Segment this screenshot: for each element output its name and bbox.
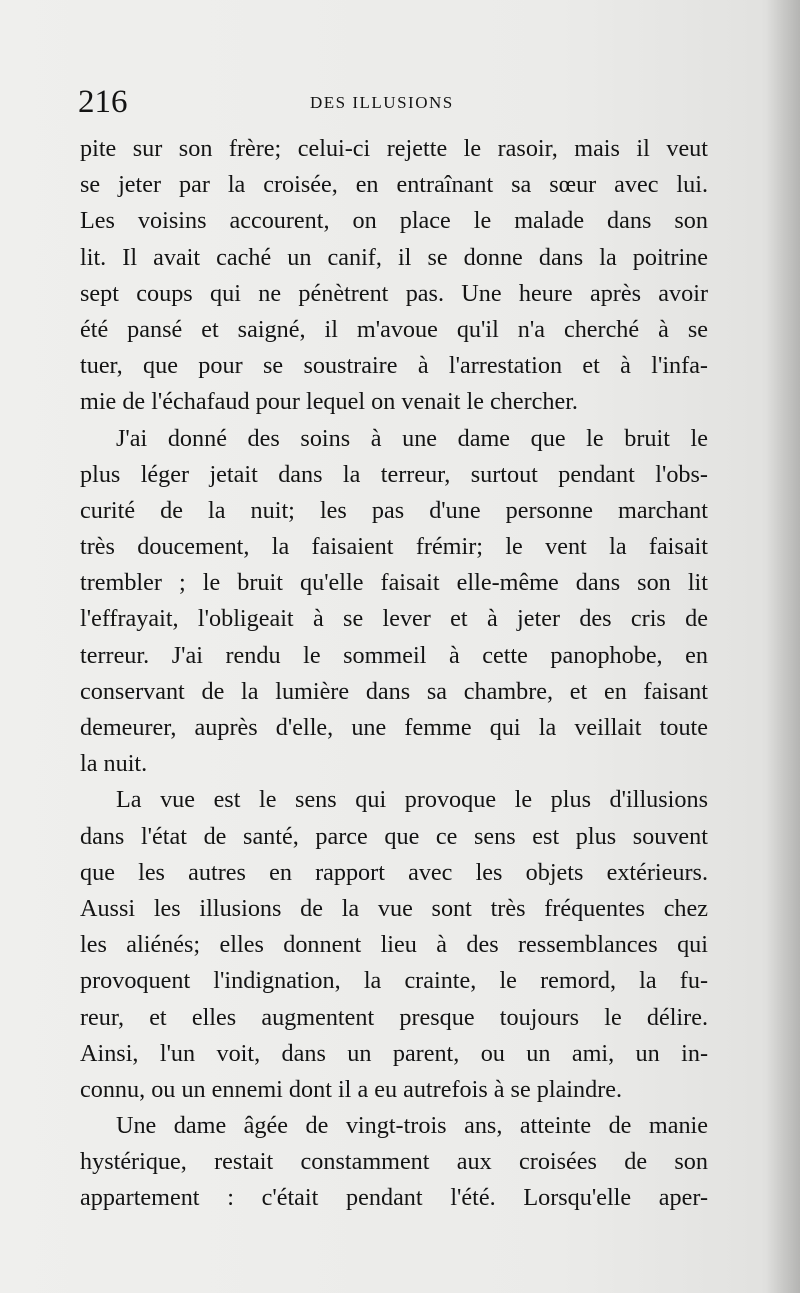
text-line: lit. Il avait caché un canif, il se donne dans la poitrine — [80, 243, 708, 271]
text-line: appartement : c'était pendant l'été. Lorsqu'elle aper- — [80, 1184, 708, 1212]
text-line: dans l'état de santé, parce que ce sens est plus souvent — [80, 822, 708, 850]
page-edge-shadow — [766, 0, 800, 1293]
text-line: curité de la nuit; les pas d'une personne marchant — [80, 496, 708, 524]
paragraph — [80, 782, 708, 1108]
text-line: terreur. J'ai rendu le sommeil à cette panophobe, en — [80, 641, 708, 669]
text-line: tuer, que pour se soustraire à l'arrestation et à l'infa- — [80, 352, 708, 380]
text-line: mie de l'échafaud pour lequel on venait le chercher. — [80, 388, 578, 416]
text-line: Une dame âgée de vingt-trois ans, atteinte de manie — [116, 1112, 708, 1140]
text-line: très doucement, la faisaient frémir; le vent la faisait — [80, 533, 708, 561]
text-line: Les voisins accourent, on place le malade dans son — [80, 207, 708, 235]
text-line: été pansé et saigné, il m'avoue qu'il n'a cherché à se — [80, 315, 708, 343]
text-line: sept coups qui ne pénètrent pas. Une heure après avoir — [80, 279, 708, 307]
text-line: La vue est le sens qui provoque le plus d'illusions — [116, 786, 708, 814]
text-line: demeurer, auprès d'elle, une femme qui la veillait toute — [80, 714, 708, 741]
text-line: pite sur son frère; celui-ci rejette le rasoir, mais il veut — [80, 135, 708, 162]
text-line: se jeter par la croisée, en entraînant sa sœur avec lui. — [80, 171, 708, 199]
paragraph — [80, 421, 708, 783]
text-line: plus léger jetait dans la terreur, surtout pendant l'obs- — [80, 460, 708, 488]
paragraph — [80, 1108, 708, 1217]
text-line: hystérique, restait constamment aux croisées de son — [80, 1148, 708, 1176]
body-text — [80, 131, 708, 1217]
text-line: reur, et elles augmentent presque toujours le délire. — [80, 1003, 708, 1031]
paragraph — [80, 131, 708, 421]
text-line: la nuit. — [80, 750, 148, 778]
text-line: conservant de la lumière dans sa chambre, et en faisant — [80, 677, 708, 705]
text-line: connu, ou un ennemi dont il a eu autrefois à se plaindre. — [80, 1075, 623, 1103]
text-line: Aussi les illusions de la vue sont très fréquentes chez — [80, 894, 708, 922]
page-header — [78, 82, 708, 122]
text-line: l'effrayait, l'obligeait à se lever et à jeter des cris de — [80, 605, 708, 633]
text-line: que les autres en rapport avec les objets extérieurs. — [80, 858, 708, 886]
page-number: 216 — [78, 84, 128, 120]
text-line: J'ai donné des soins à une dame que le bruit le — [116, 424, 708, 452]
running-title: DES ILLUSIONS — [310, 93, 454, 112]
text-line: trembler ; le bruit qu'elle faisait elle-même dans son lit — [80, 569, 708, 597]
text-line: Ainsi, l'un voit, dans un parent, ou un ami, un in- — [80, 1039, 708, 1067]
text-line: provoquent l'indignation, la crainte, le remord, la fu- — [80, 967, 708, 995]
text-line: les aliénés; elles donnent lieu à des ressemblances qui — [80, 931, 708, 959]
